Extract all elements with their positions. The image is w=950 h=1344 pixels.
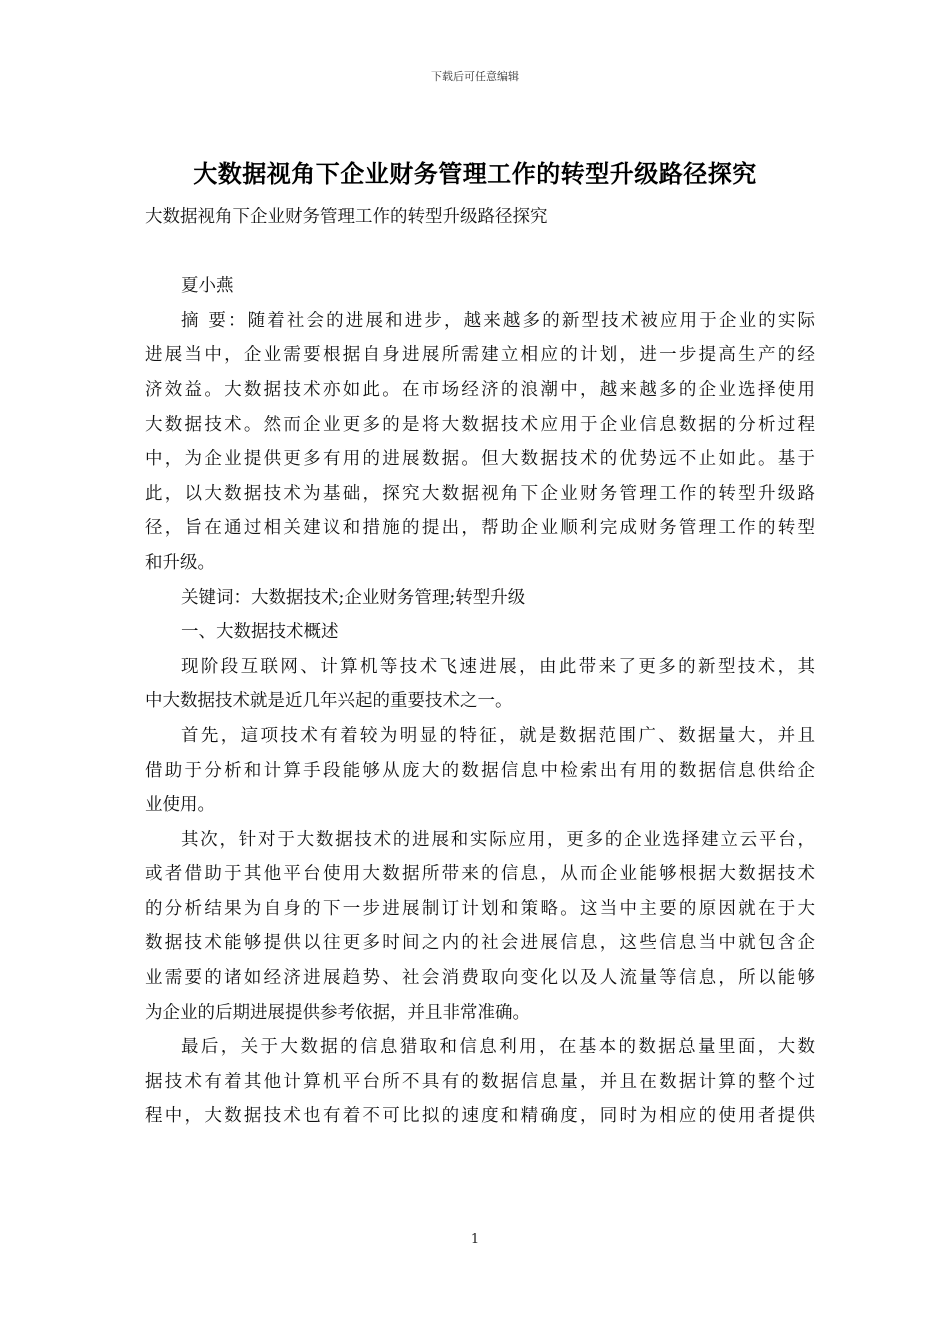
abstract-paragraph — [145, 304, 815, 581]
section-heading: 一、大数据技术概述 — [181, 622, 339, 643]
blank-line — [145, 235, 815, 270]
abstract-line: 进展当中，企业需要根据自身进展所需建立相应的计划，进一步提高生产的经 — [145, 345, 815, 366]
paragraph-last — [145, 1030, 815, 1134]
paragraph-line: 数据技术能够提供以往更多时间之内的社会进展信息，这些信息当中就包含企 — [145, 933, 815, 954]
paragraph-line: 首先，這项技术有着较为明显的特征，就是数据范围广、数据量大，并且 — [181, 725, 815, 746]
paragraph-first — [145, 719, 815, 823]
document-title: 大数据视角下企业财务管理工作的转型升级路径探究 — [193, 159, 757, 188]
abstract-line: 和升级。 — [145, 552, 215, 573]
paragraph-overview — [145, 650, 815, 719]
header-note: 下载后可任意编辑 — [431, 70, 519, 83]
paragraph-line: 业需要的诸如经济进展趋势、社会消费取向变化以及人流量等信息，所以能够 — [145, 968, 815, 989]
paragraph-line: 的分析结果为自身的下一步进展制订计划和策略。这当中主要的原因就在于大 — [145, 898, 815, 919]
abstract-line: 中，为企业提供更多有用的进展数据。但大数据技术的优势远不止如此。基于 — [145, 449, 815, 470]
paragraph-line: 借助于分析和计算手段能够从庞大的数据信息中检索出有用的数据信息供给企 — [145, 760, 815, 781]
paragraph-line: 最后，关于大数据的信息猎取和信息利用，在基本的数据总量里面，大数 — [181, 1037, 815, 1058]
paragraph-line: 中大数据技术就是近几年兴起的重要技术之一。 — [145, 691, 513, 712]
paragraph-line: 据技术有着其他计算机平台所不具有的数据信息量，并且在数据计算的整个过 — [145, 1071, 815, 1092]
abstract-line: 径，旨在通过相关建议和措施的提出，帮助企业顺利完成财务管理工作的转型 — [145, 518, 815, 539]
paragraph-line: 为企业的后期进展提供参考依据，并且非常准确。 — [145, 1002, 530, 1023]
paragraph-line: 其次，针对于大数据技术的进展和实际应用，更多的企业选择建立云平台， — [181, 829, 815, 850]
author-name: 夏小燕 — [181, 276, 234, 297]
subtitle-line: 大数据视角下企业财务管理工作的转型升级路径探究 — [145, 207, 548, 227]
paragraph-second — [145, 823, 815, 1031]
keywords-line: 关键词：大数据技术;企业财务管理;转型升级 — [181, 587, 526, 608]
page-number: 1 — [470, 1232, 480, 1247]
abstract-line: 摘 要：随着社会的进展和进步，越来越多的新型技术被应用于企业的实际 — [181, 310, 815, 331]
abstract-line: 大数据技术。然而企业更多的是将大数据技术应用于企业信息数据的分析过程 — [145, 414, 815, 435]
paragraph-line: 业使用。 — [145, 795, 215, 816]
paragraph-line: 或者借助于其他平台使用大数据所带来的信息，从而企业能够根据大数据技术 — [145, 864, 815, 885]
paragraph-line: 现阶段互联网、计算机等技术飞速进展，由此带来了更多的新型技术，其 — [181, 656, 815, 677]
document-body — [145, 200, 815, 1134]
abstract-line: 济效益。大数据技术亦如此。在市场经济的浪潮中，越来越多的企业选择使用 — [145, 379, 815, 400]
abstract-line: 此，以大数据技术为基础，探究大数据视角下企业财务管理工作的转型升级路 — [145, 483, 815, 504]
paragraph-line: 程中，大数据技术也有着不可比拟的速度和精确度，同时为相应的使用者提供 — [145, 1106, 815, 1127]
